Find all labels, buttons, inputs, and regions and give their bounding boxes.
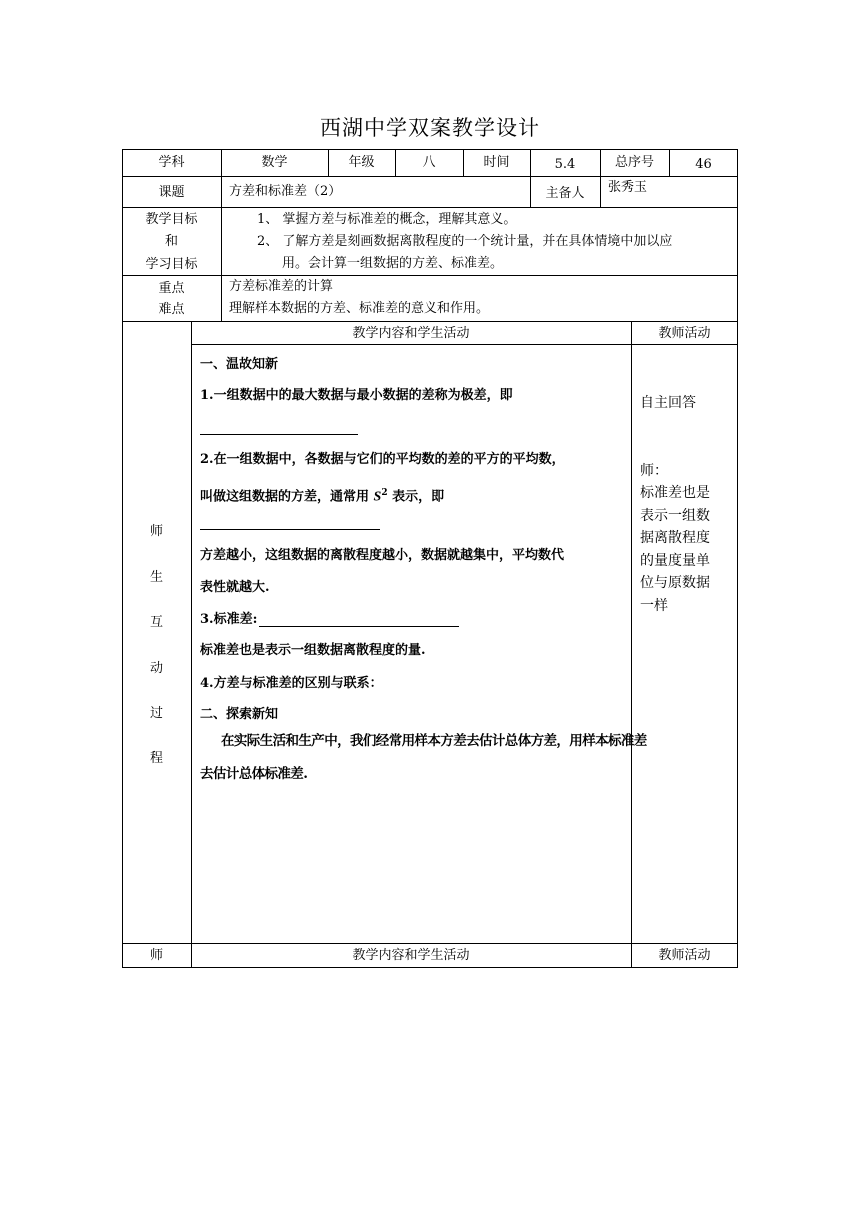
question-2-text: 表示，即 (392, 489, 445, 505)
keypoints-label-line: 难点 (158, 302, 185, 317)
footer-content-header: 教学内容和学生活动 (352, 948, 470, 963)
goal-item: 2、 了解方差是刻画数据离散程度的一个统计量，并在具体情境中加以应 (257, 234, 673, 249)
side-char: 过 (149, 706, 163, 721)
side-char: 程 (149, 751, 163, 766)
topic-value: 方差和标准差（2） (229, 184, 342, 199)
col-divider (191, 321, 192, 968)
teacher-note-line: 的量度量单 (640, 553, 710, 569)
grade-value: 八 (422, 155, 436, 170)
time-label: 时间 (483, 155, 510, 170)
section-heading: 二、探索新知 (200, 707, 279, 722)
question-3: 3.标准差: (200, 612, 258, 627)
row-divider (122, 943, 738, 944)
footer-teacher-header: 教师活动 (658, 948, 711, 963)
teacher-header: 教师活动 (658, 326, 711, 341)
new-content-line: 去估计总体标准差. (200, 766, 308, 782)
paragraph-line: 方差越小，这组数据的离散程度越小，数据就越集中，平均数代 (200, 548, 565, 563)
col-divider (221, 207, 222, 321)
goals-label-line: 学习目标 (145, 257, 198, 272)
author-value: 张秀玉 (608, 180, 648, 195)
question-2-text: 叫做这组数据的方差，通常用 (200, 489, 370, 505)
teacher-note-line: 位与原数据 (640, 575, 710, 591)
side-char: 师 (149, 524, 163, 539)
subject-value: 数学 (261, 155, 288, 170)
teacher-note-line: 表示一组数 (640, 508, 710, 524)
variance-exponent: 2 (381, 488, 388, 498)
answer-blank (259, 626, 459, 627)
new-content-line: 在实际生活和生产中，我们经常用样本方差去估计总体方差，用样本标准差 (221, 733, 647, 749)
teacher-note-line: 一样 (640, 598, 668, 614)
goal-item: 用。会计算一组数据的方差、标准差。 (282, 256, 504, 271)
subject-label: 学科 (158, 155, 185, 170)
question-4: 4.方差与标准差的区别与联系： (200, 676, 383, 691)
side-char: 互 (149, 615, 163, 630)
time-value: 5.4 (554, 157, 576, 172)
author-label: 主备人 (545, 186, 585, 201)
topic-label: 课题 (158, 185, 185, 200)
goal-item: 1、 掌握方差与标准差的概念，理解其意义。 (257, 212, 517, 227)
teacher-note-line: 师： (640, 463, 668, 479)
footer-side-char: 师 (149, 948, 163, 963)
question-2-line1: 2.在一组数据中，各数据与它们的平均数的差的平方的平均数， (200, 452, 565, 467)
row-divider (122, 176, 738, 177)
seq-label: 总序号 (614, 155, 654, 170)
row-divider (122, 275, 738, 276)
content-header: 教学内容和学生活动 (352, 326, 470, 341)
row-divider (191, 344, 738, 345)
teacher-note-line: 据离散程度 (640, 530, 710, 546)
section-heading: 一、温故知新 (200, 357, 279, 372)
col-divider (631, 321, 632, 968)
seq-value: 46 (695, 157, 712, 172)
variance-symbol: S (373, 489, 382, 505)
goals-label-line: 教学目标 (145, 212, 198, 227)
question-2-line2 (200, 485, 444, 505)
answer-blank (200, 434, 358, 435)
side-char: 生 (149, 570, 163, 585)
row-divider (122, 321, 738, 322)
goals-label-line: 和 (164, 234, 178, 249)
grade-label: 年级 (348, 155, 375, 170)
keypoints-label-line: 重点 (158, 281, 185, 296)
paragraph-line: 标准差也是表示一组数据离散程度的量. (200, 643, 426, 658)
question-1: 1.一组数据中的最大数据与最小数据的差称为极差，即 (200, 388, 513, 403)
keypoints-line: 方差标准差的计算 (229, 279, 334, 294)
teacher-note-line: 标准差也是 (640, 485, 710, 501)
teacher-note: 自主回答 (640, 395, 696, 411)
paragraph-line: 表性就越大. (200, 580, 270, 595)
keypoints-line: 理解样本数据的方差、标准差的意义和作用。 (229, 301, 490, 316)
document-title: 西湖中学双案教学设计 (320, 116, 540, 140)
answer-blank (200, 529, 380, 530)
row-divider (122, 207, 738, 208)
side-char: 动 (149, 661, 163, 676)
